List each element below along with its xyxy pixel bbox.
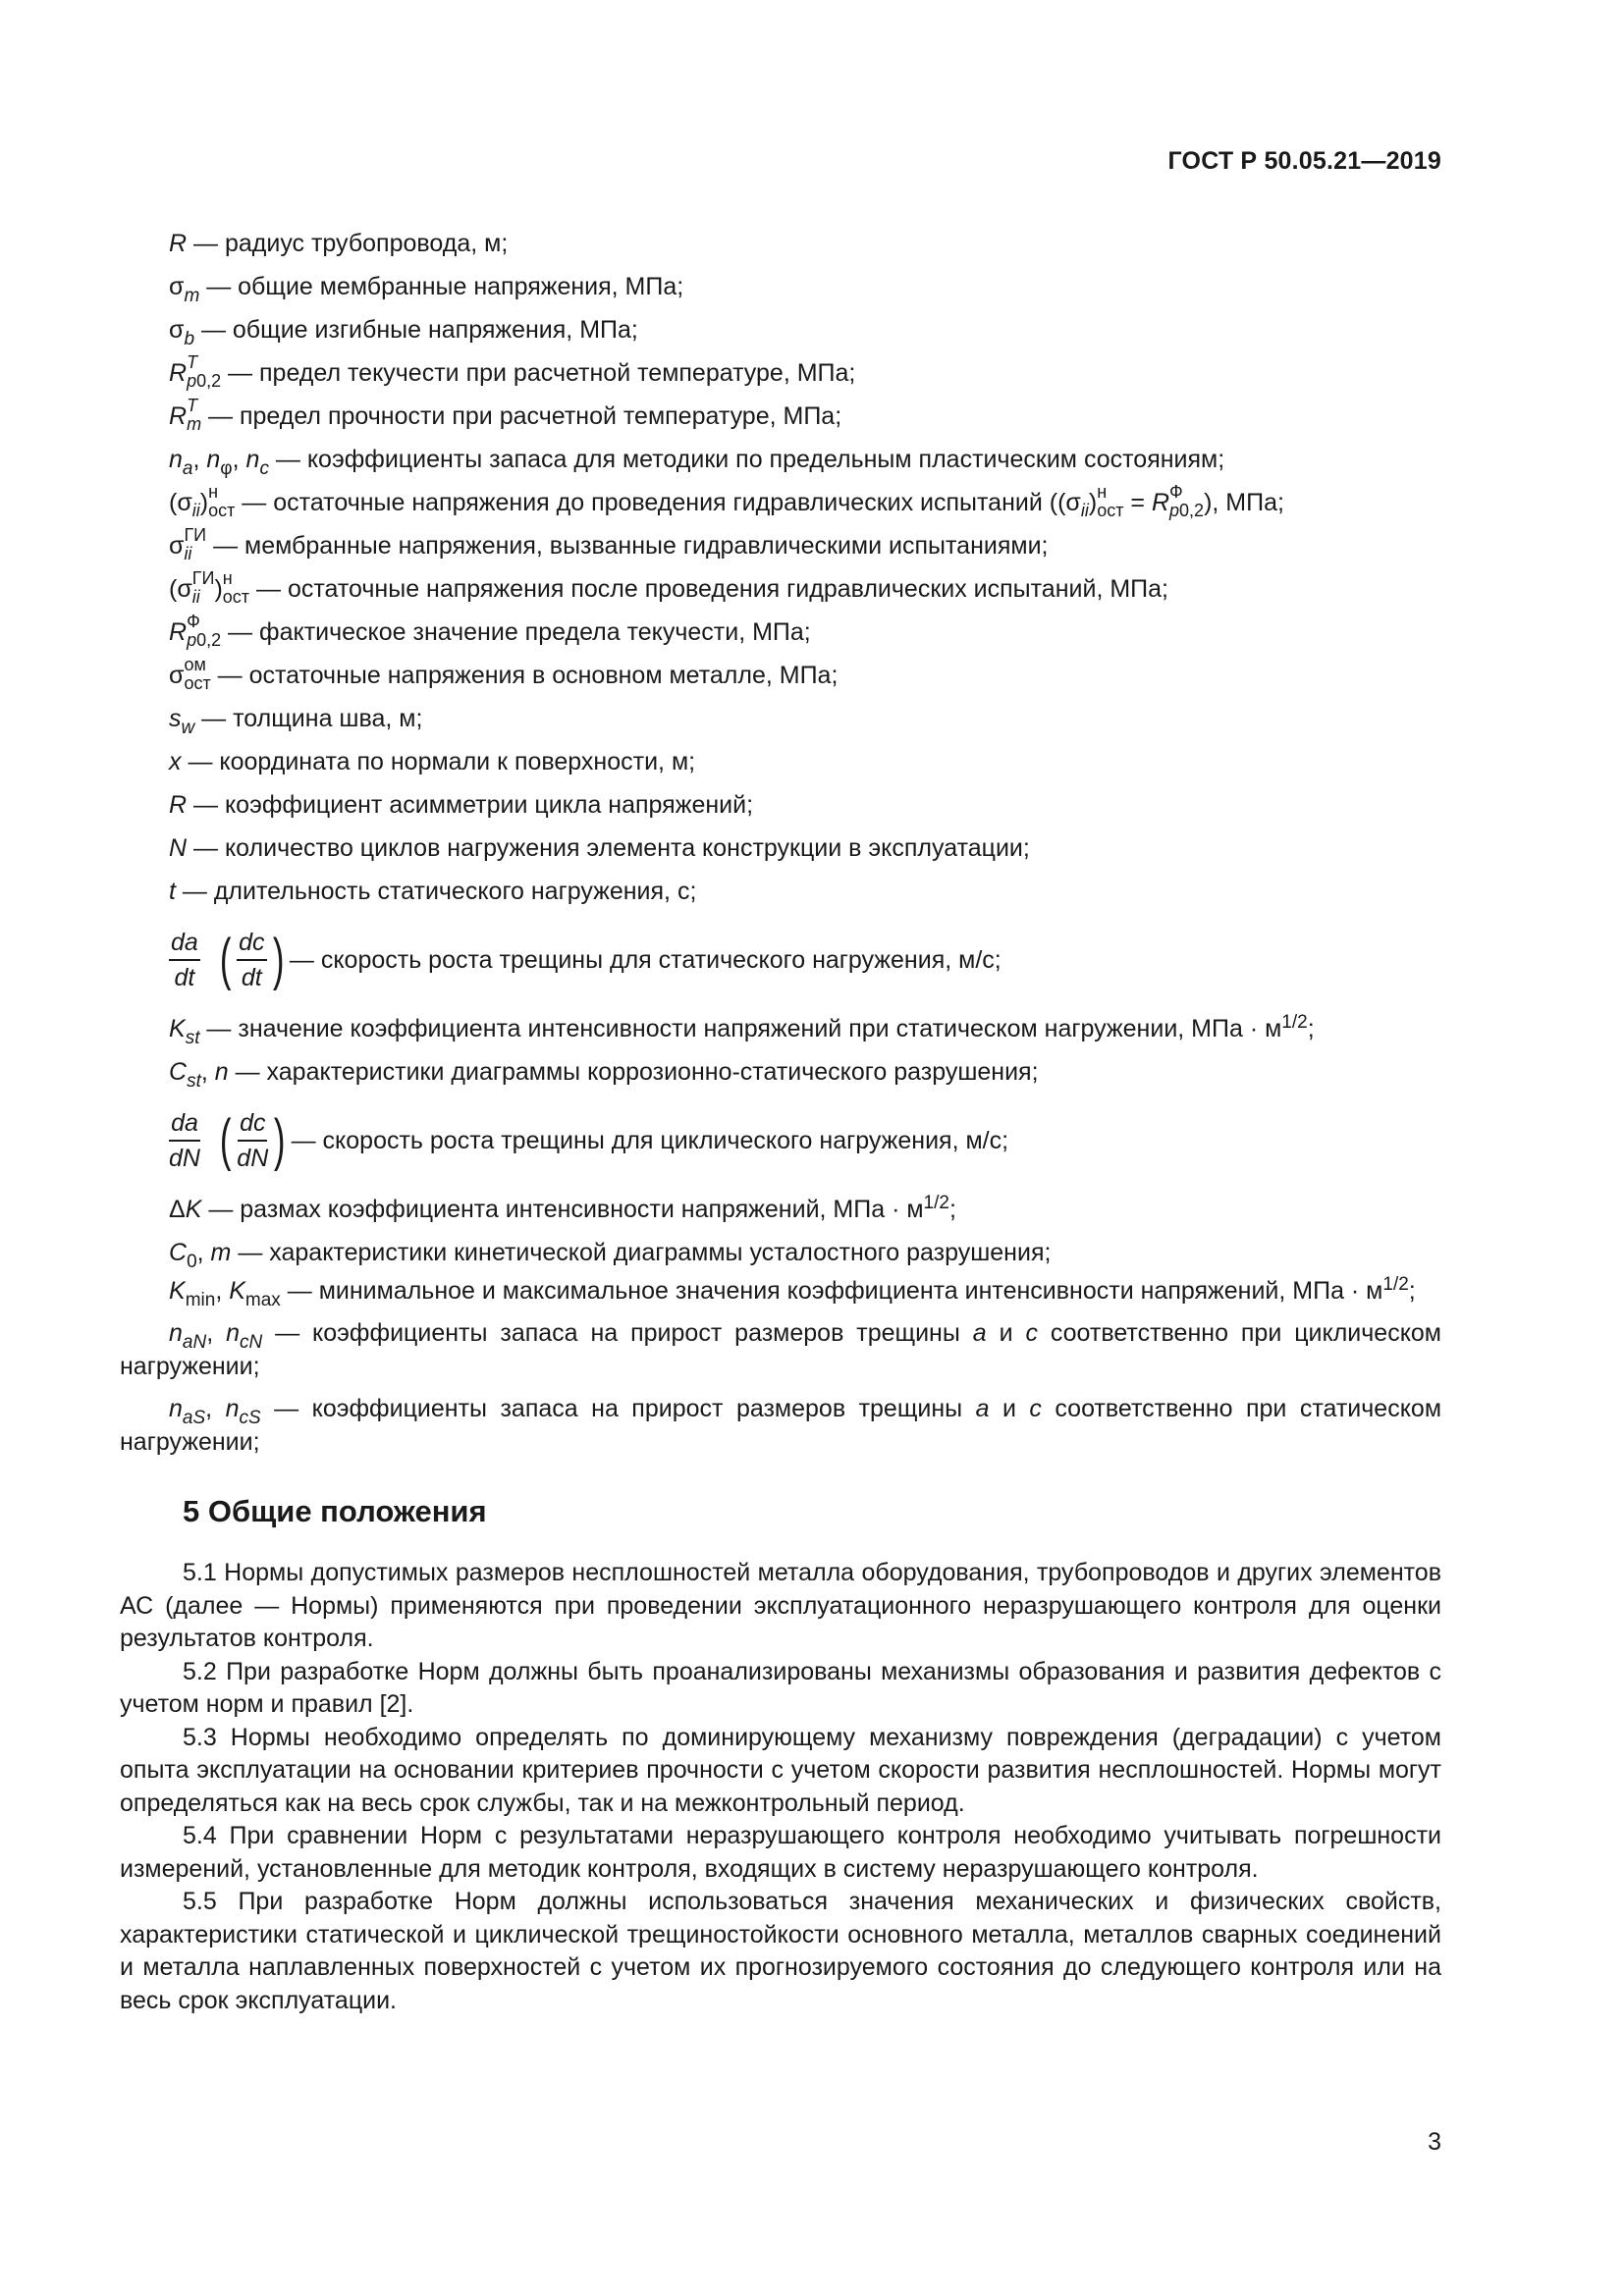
def-hydrotest-stress: σ ГИ ii — мембранные напряжения, вызванные гидравлическими испытаниями; [169, 525, 1049, 564]
def-actual-yield: R Ф p0,2 — фактическое значение предела текучести, МПа; [169, 612, 811, 651]
def-yield-strength: R T p0,2 — предел текучести при расчетной температуре, МПа; [169, 352, 856, 392]
def-safety-factors: $n_a$, $n_\varphi$, $n_c$ — коэффициенты запаса для методики по предельным пластическим состояниям; [169, 446, 1225, 479]
def-residual-base-metal: σ ом ост — остаточные напряжения в основном металле, МПа; [169, 655, 839, 694]
document-code: ГОСТ Р 50.05.21—2019 [1167, 147, 1441, 175]
def-residual-after-test: (σ ГИ ii ) н ост — остаточные напряжения после проведения гидравлических испытаний, МПа; [169, 568, 1168, 608]
def-bending-stress: $\sigma_b$ — общие изгибные напряжения, МПа; [169, 316, 638, 349]
paragraph-5-1: 5.1 Нормы допустимых размеров несплошностей металла оборудования, трубопроводов и других элементов АС (далее — Нормы) применяются при проведении эксплуатационного неразрушающего контроля для оценки результатов контроля. [120, 1559, 1441, 1652]
paragraph-5-5: 5.5 При разработке Норм должны использоваться значения механических и физических свойств, характеристики статической и циклической трещиностойкости основного металла, металлов сварных соединений и металла наплавленных поверхностей с учетом их прогнозируемого состояния до следующего контроля или на весь срок эксплуатации. [120, 1888, 1441, 2014]
def-c0-m: $C_0$, m — характеристики кинетической диаграммы усталостного разрушения; [169, 1239, 1052, 1272]
def-membrane-stress: $\sigma_m$ — общие мембранные напряжения, МПа; [169, 273, 684, 306]
def-static-safety: $n_{aS}$, $n_{cS}$ — коэффициенты запаса на прирост размеров трещины a и c соответственно при статическом нагружении; [120, 1395, 1442, 1456]
section-body [120, 1557, 1441, 2017]
def-weld-thickness: $s_w$ — толщина шва, м; [169, 705, 423, 738]
def-cst: $C_{st}$, n — характеристики диаграммы коррозионно-статического разрушения; [169, 1058, 1039, 1092]
paragraph-5-3: 5.3 Нормы необходимо определять по доминирующему механизму повреждения (деградации) с учетом опыта эксплуатации на основании критериев прочности с учетом скорости развития несплошностей. Нормы могут определяться как на весь срок службы, так и на межконтрольный период. [120, 1723, 1441, 1817]
def-radius: R — радиус трубопровода, м; [169, 230, 509, 257]
def-duration: t — длительность статического нагружения, с; [169, 878, 697, 905]
def-kmin-kmax: $K_{min}$, $K_{max}$ — минимальное и максимальное значения коэффициента интенсивности напряжений, МПа · $м^{1/2}$; [169, 1274, 1416, 1310]
def-cyclic-safety: $n_{aN}$, $n_{cN}$ — коэффициенты запаса на прирост размеров трещины a и c соответственно при циклическом нагружении; [120, 1319, 1441, 1380]
def-asymmetry: R — коэффициент асимметрии цикла напряжений; [169, 791, 754, 819]
section-title: 5 Общие положения [183, 1494, 487, 1528]
def-cycles: N — количество циклов нагружения элемента конструкции в эксплуатации; [169, 834, 1030, 862]
paragraph-5-4: 5.4 При сравнении Норм с результатами неразрушающего контроля необходимо учитывать погрешности измерений, установленные для методик контроля, входящих в систему неразрушающего контроля. [120, 1822, 1441, 1883]
def-residual-before-test: (σ ii ) н ост — остаточные напряжения до проведения гидравлических испытаний ((σ ii ) н ост = R Ф p0,2 ), МПа; [169, 482, 1284, 521]
def-coordinate: x — координата по нормали к поверхности, м; [169, 748, 696, 775]
def-cyclic-crack-rate: $\frac{da}{dN}$ ( $\frac{dc}{dN}$ ) — скорость роста трещины для циклического нагружения, м/с; [169, 1108, 1009, 1172]
def-tensile-strength: R T m — предел прочности при расчетной температуре, МПа; [169, 396, 842, 435]
paragraph-5-2: 5.2 При разработке Норм должны быть проанализированы механизмы образования и развития дефектов с учетом норм и правил [2]. [120, 1657, 1441, 1718]
def-delta-k: ΔK — размах коэффициента интенсивности напряжений, МПа · $м^{1/2}$; [169, 1193, 956, 1223]
symbol-definitions [120, 222, 1442, 1468]
def-static-crack-rate: $\frac{da}{dt}$ ( $\frac{dc}{dt}$ ) — скорость роста трещины для статического нагружения, м/с; [171, 928, 1001, 991]
def-kst: $K_{st}$ — значение коэффициента интенсивности напряжений при статическом нагружении, МПа · $м^{1/2}$; [169, 1012, 1315, 1048]
page-number: 3 [1428, 2128, 1441, 2156]
